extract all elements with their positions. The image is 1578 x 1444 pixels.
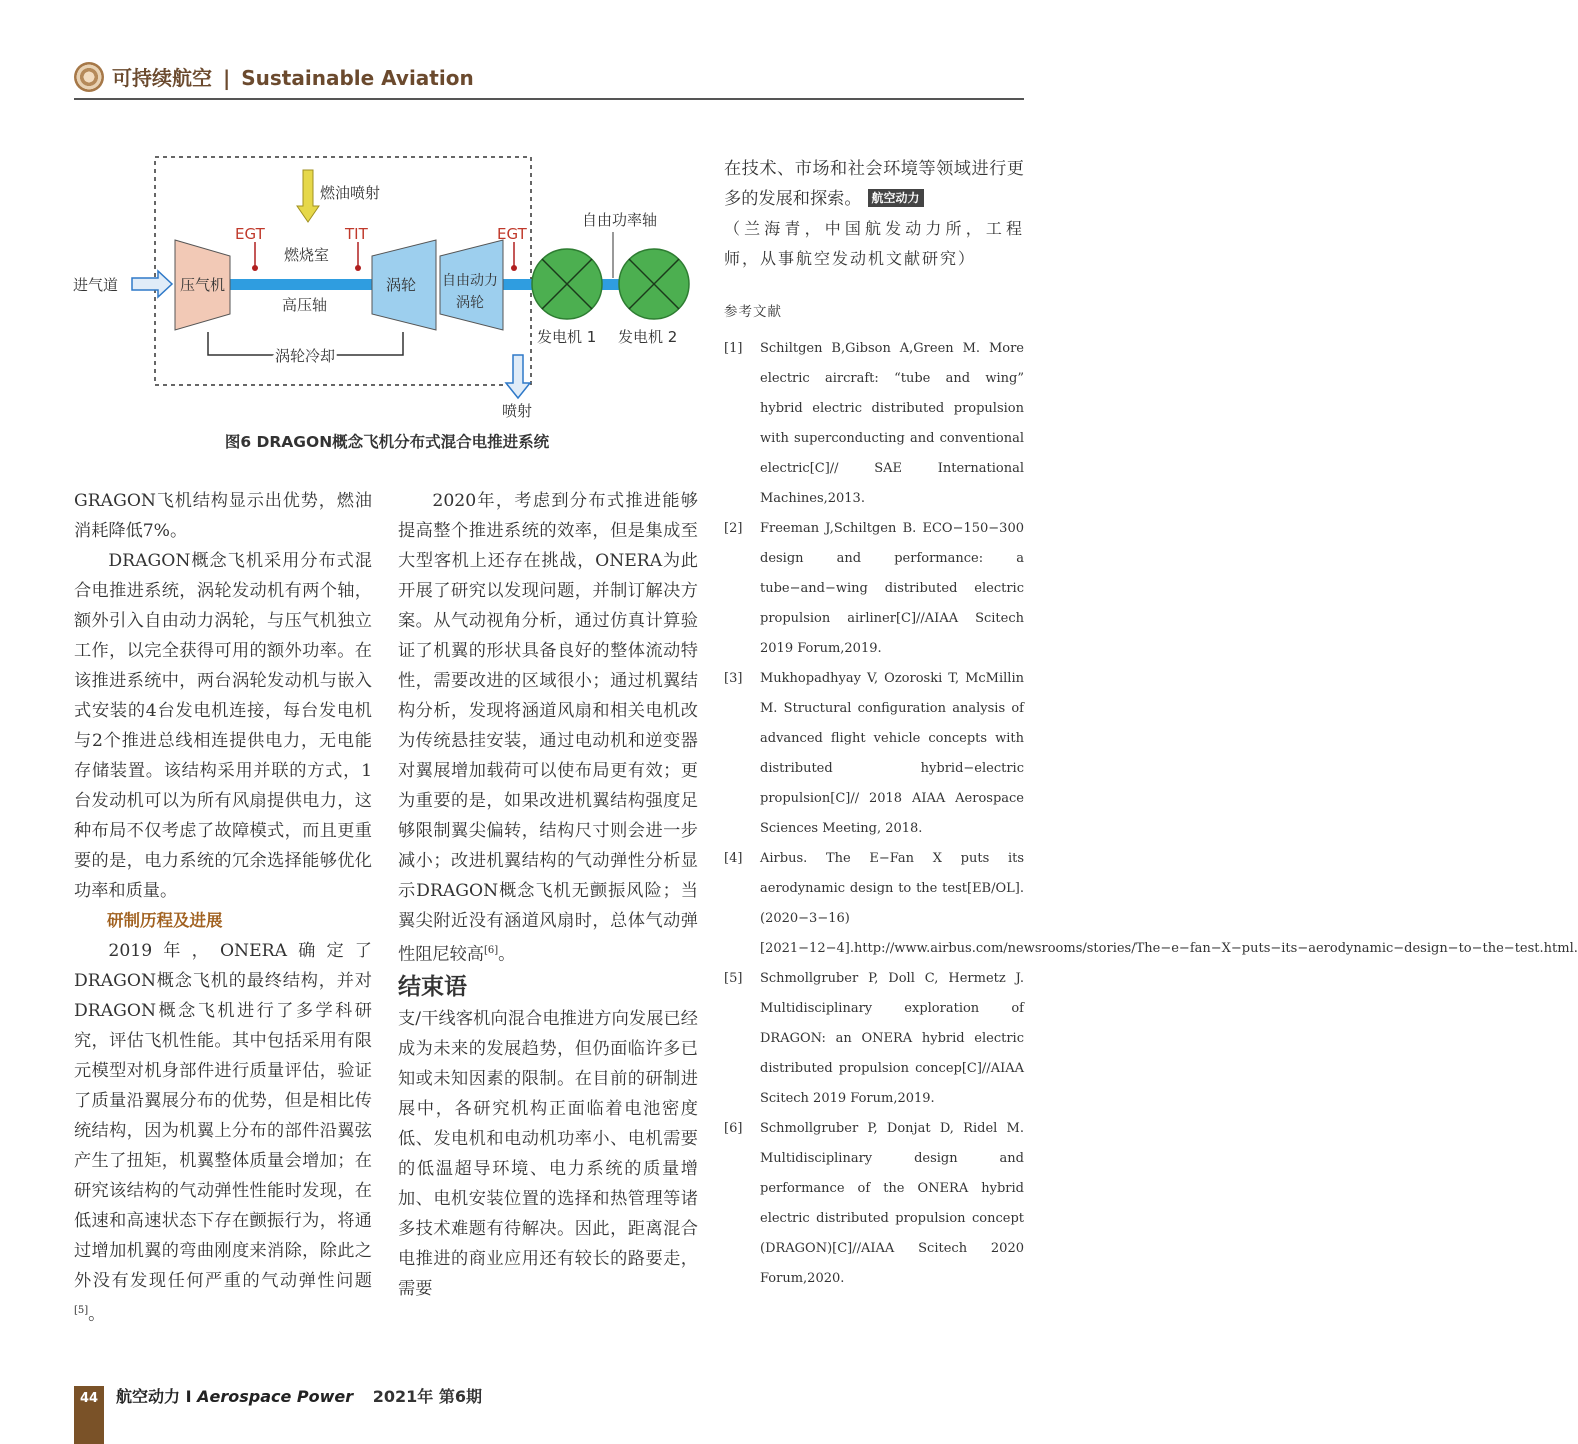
references	[724, 300, 1578, 1294]
col2-paragraph-1	[398, 486, 698, 970]
journal-footer	[116, 1384, 482, 1407]
footer-separator: I	[185, 1387, 192, 1406]
header-title-cn: 可持续航空	[112, 66, 212, 90]
conclusion-heading: 结束语	[398, 973, 467, 1000]
compressor-label: 压气机	[180, 276, 226, 294]
egt1-label: EGT	[235, 225, 265, 243]
col1-paragraph-1: GRAGON飞机结构显示出优势，燃油消耗降低7%。	[74, 491, 372, 541]
power-turbine-label-1: 自由动力	[442, 273, 498, 289]
egt2-probe-tip	[511, 265, 517, 271]
fuel-arrow-icon	[297, 170, 319, 222]
footer-journal-cn: 航空动力	[116, 1387, 181, 1406]
journal-logo	[74, 62, 104, 92]
references-title: 参考文献	[724, 304, 782, 320]
col3-continuation-text: 在技术、市场和社会环境等领域进行更多的发展和探索。	[724, 159, 1024, 209]
fuel-label: 燃油喷射	[320, 184, 381, 202]
author-note: （兰海青，中国航发动力所，工程师，从事航空发动机文献研究）	[724, 219, 1024, 268]
reference-number: [6]	[724, 1121, 743, 1136]
power-turbine-label-2: 涡轮	[456, 295, 484, 311]
header-title-en: Sustainable Aviation	[241, 66, 474, 90]
turbine-label: 涡轮	[386, 276, 417, 294]
generator-1-icon	[532, 249, 602, 319]
header-separator: |	[222, 66, 231, 90]
text-column-1	[74, 486, 372, 1330]
header-rule	[74, 98, 1024, 100]
exhaust-arrow-icon	[506, 355, 530, 398]
tit-label: TIT	[345, 225, 368, 243]
reference-number: [3]	[724, 671, 743, 686]
col3-continuation	[724, 154, 1024, 214]
egt2-label: EGT	[497, 225, 527, 243]
reference-number: [1]	[724, 341, 743, 356]
reference-item	[724, 334, 1024, 514]
reference-text: Mukhopadhyay V, Ozoroski T, McMillin M. Structural configuration analysis of advanced flight vehicle concepts with distributed hybrid−electric propulsion[C]// 2018 AIAA Aerospace Sciences Meeting, 2018.	[760, 671, 1024, 836]
tit-probe-tip	[355, 265, 361, 271]
reference-item	[724, 964, 1024, 1114]
col1-paragraph-3	[74, 936, 372, 1330]
reference-number: [5]	[724, 971, 743, 986]
generator-2-icon	[619, 249, 689, 319]
reference-item	[724, 844, 1578, 964]
text-column-2	[398, 486, 698, 1304]
free-shaft-label: 自由功率轴	[582, 211, 658, 229]
reference-number: [4]	[724, 851, 743, 866]
figure-caption: 图6 DRAGON概念飞机分布式混合电推进系统	[224, 433, 550, 451]
egt1-probe-tip	[252, 265, 258, 271]
reference-item	[724, 664, 1024, 844]
hp-shaft-label: 高压轴	[282, 296, 328, 314]
exhaust-label: 喷射	[502, 402, 533, 420]
journal-badge: 航空动力	[868, 189, 924, 207]
text-column-3	[724, 154, 1024, 274]
hp-shaft	[230, 279, 375, 290]
section-heading: 研制历程及进展	[107, 911, 223, 930]
reference-text: Airbus. The E−Fan X puts its aerodynamic design to the test[EB/OL]. (2020−3−16)[2021−12−4].http://www.airbus.com/newsrooms/stories/The−e−fan−X−puts−its−aerodynamic−design−to−the−test.html.	[760, 851, 1578, 956]
page-number: 44	[74, 1386, 104, 1444]
col1-paragraph-3-text: 2019年，ONERA确定了DRAGON概念飞机的最终结构，并对DRAGON概念飞机进行了多学科研究，评估飞机性能。其中包括采用有限元模型对机身部件进行质量评估，验证了质量沿翼展分布的优势，但是相比传统结构，因为机翼上分布的部件沿翼弦产生了扭矩，机翼整体质量会增加；在研究该结构的气动弹性性能时发现，在低速和高速状态下存在颤振行为，将通过增加机翼的弯曲刚度来消除，除此之外没有发现任何严重的气动弹性问题	[74, 941, 372, 1291]
cooling-label: 涡轮冷却	[275, 347, 336, 365]
citation-5[interactable]: [5]	[74, 1305, 89, 1316]
reference-item	[724, 1114, 1024, 1294]
reference-text: Schmollgruber P, Donjat D, Ridel M. Multidisciplinary design and performance of the ONERA hybrid electric distributed propulsion concept (DRAGON)[C]//AIAA Scitech 2020 Forum,2020.	[760, 1121, 1024, 1286]
generator-2-label: 发电机 2	[618, 328, 678, 346]
col2-paragraph-1-end: 。	[498, 944, 516, 965]
combustor-label: 燃烧室	[284, 246, 330, 264]
reference-text: Freeman J,Schiltgen B. ECO−150−300 design and performance: a tube−and−wing distributed electric propulsion airliner[C]//AIAA Scitech 2019 Forum,2019.	[760, 521, 1024, 656]
reference-item	[724, 514, 1024, 664]
citation-6[interactable]: [6]	[483, 945, 499, 956]
col2-paragraph-1-text: 2020年，考虑到分布式推进能够提高整个推进系统的效率，但是集成至大型客机上还存在挑战，ONERA为此开展了研究以发现问题，并制订解决方案。从气动视角分析，通过仿真计算验证了机翼的形状具备良好的整体流动特性，需要改进的区域很小；通过机翼结构分析，发现将涵道风扇和相关电机改为传统悬挂安装，通过电动机和逆变器对翼展增加载荷可以使布局更有效；更为重要的是，如果改进机翼结构强度足够限制翼尖偏转，结构尺寸则会进一步减小；改进机翼结构的气动弹性分析显示DRAGON概念飞机无颤振风险；当翼尖附近没有涵道风扇时，总体气动弹性阻尼较高	[398, 491, 698, 965]
reference-list	[724, 334, 1578, 1294]
reference-number: [2]	[724, 521, 743, 536]
running-header	[112, 62, 474, 91]
reference-text: Schiltgen B,Gibson A,Green M. More electric aircraft: “tube and wing” hybrid electric distributed propulsion with superconducting and conventional electric[C]// SAE International Machines,2013.	[760, 341, 1024, 506]
col1-paragraph-2: DRAGON概念飞机采用分布式混合电推进系统，涡轮发动机有两个轴，额外引入自由动力涡轮，与压气机独立工作，以完全获得可用的额外功率。在该推进系统中，两台涡轮发动机与嵌入式安装的4台发电机连接，每台发电机与2个推进总线相连提供电力，无电能存储装置。该结构采用并联的方式，1台发动机可以为所有风扇提供电力，这种布局不仅考虑了故障模式，而且更重要的是，电力系统的冗余选择能够优化功率和质量。	[74, 551, 372, 901]
reference-text: Schmollgruber P, Doll C, Hermetz J. Multidisciplinary exploration of DRAGON: an ONERA hybrid electric distributed propulsion concep[C]//AIAA Scitech 2019 Forum,2019.	[760, 971, 1024, 1106]
propulsion-diagram	[60, 150, 710, 425]
generator-1-label: 发电机 1	[537, 328, 597, 346]
intake-label: 进气道	[73, 276, 119, 294]
col2-paragraph-2: 支/干线客机向混合电推进方向发展已经成为未来的发展趋势，但仍面临许多已知或未知因素的限制。在目前的研制进展中，各研究机构正面临着电池密度低、发电机和电动机功率小、电机需要的低温超导环境、电力系统的质量增加、电机安装位置的选择和热管理等诸多技术难题有待解决。因此，距离混合电推进的商业应用还有较长的路要走，需要	[398, 1008, 698, 1299]
col1-paragraph-3-end: 。	[88, 1304, 106, 1325]
intake-arrow-icon	[132, 271, 172, 297]
footer-issue: 2021年 第6期	[372, 1387, 482, 1406]
footer-journal-en: Aerospace Power	[197, 1387, 354, 1406]
